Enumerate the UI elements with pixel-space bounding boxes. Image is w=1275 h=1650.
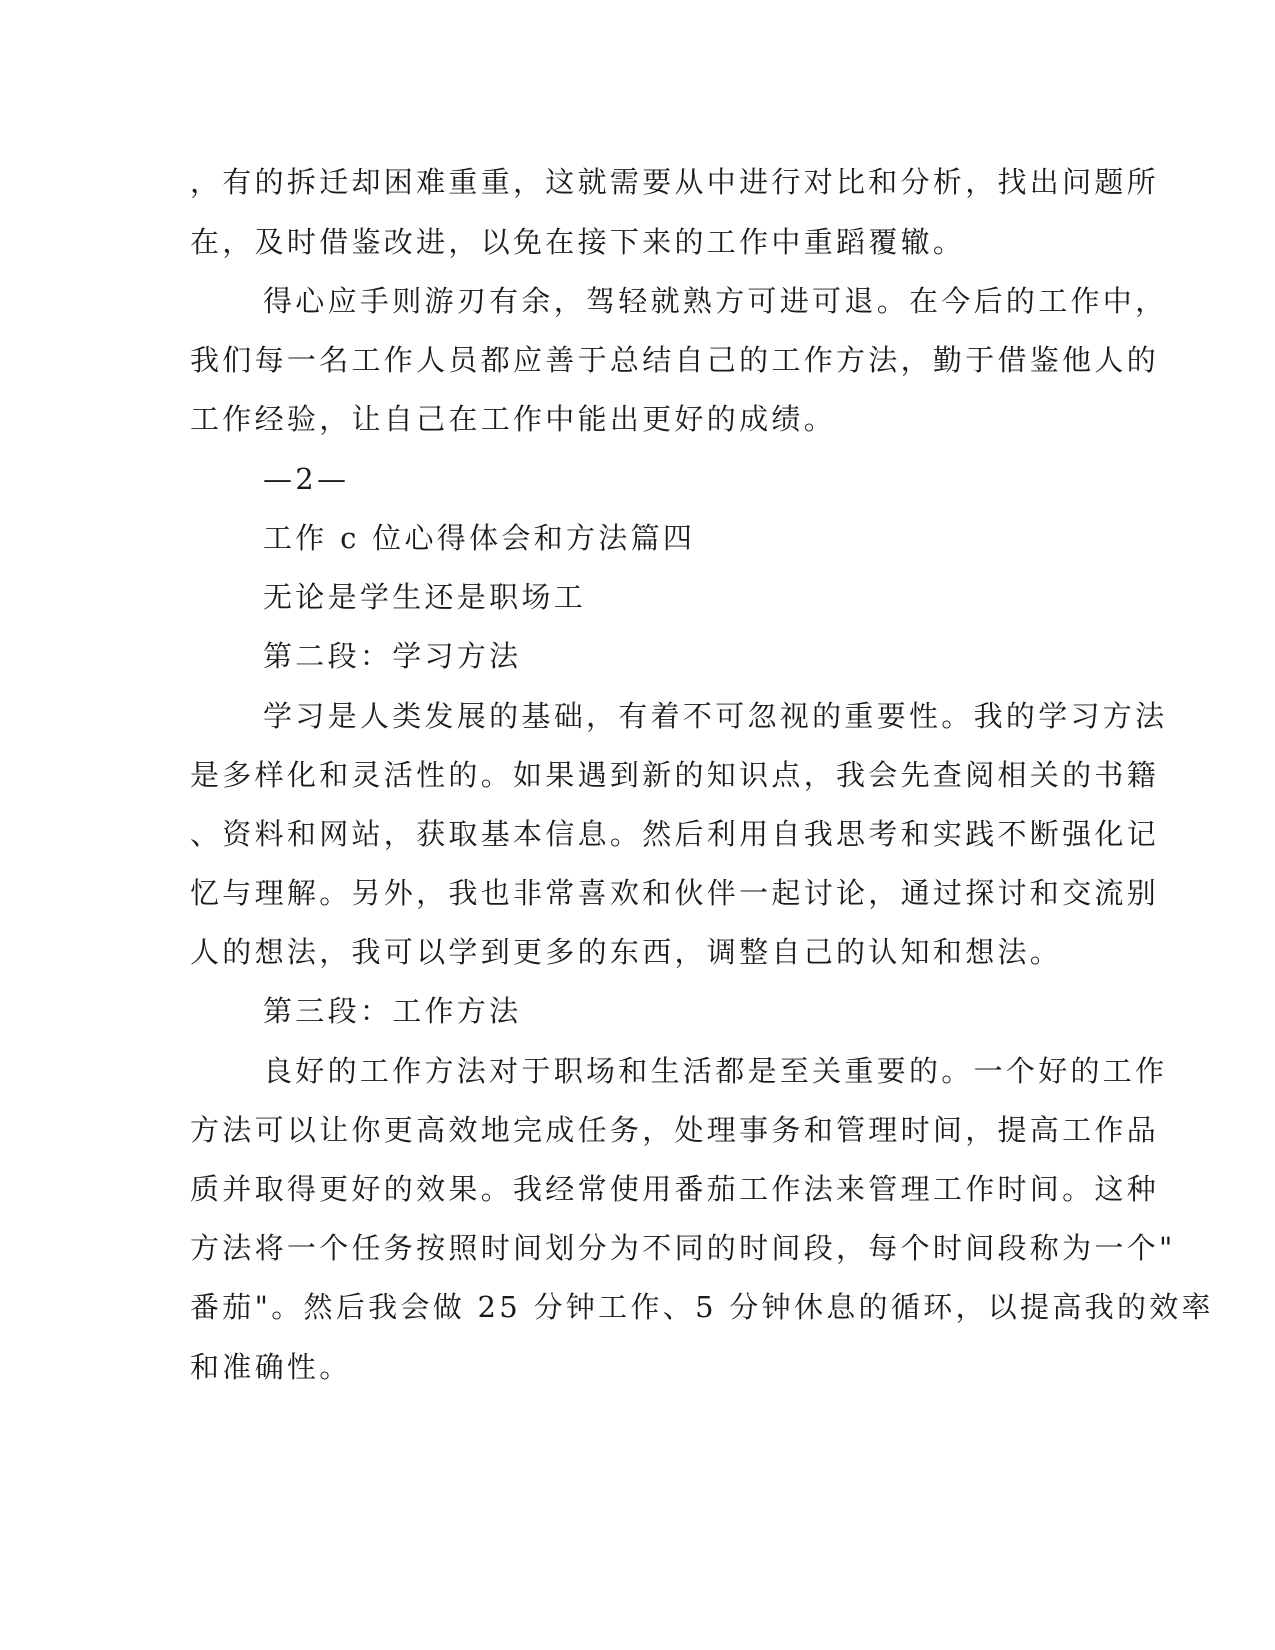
text-line: 在，及时借鉴改进，以免在接下来的工作中重蹈覆辙。 xyxy=(190,225,966,259)
text-line: 我们每一名工作人员都应善于总结自己的工作方法，勤于借鉴他人的 xyxy=(190,343,1160,377)
paragraph-start: 得心应手则游刃有余，驾轻就熟方可进可退。在今后的工作中， xyxy=(263,284,1168,318)
text-line: 和准确性。 xyxy=(190,1350,352,1384)
section-title: 工作 c 位心得体会和方法篇四 xyxy=(263,521,696,555)
text-line: 番茄"。然后我会做 25 分钟工作、5 分钟休息的循环，以提高我的效率 xyxy=(190,1290,1214,1324)
text-line: 忆与理解。另外，我也非常喜欢和伙伴一起讨论，通过探讨和交流别 xyxy=(190,876,1160,910)
text-line: 人的想法，我可以学到更多的东西，调整自己的认知和想法。 xyxy=(190,935,1063,969)
text-line: 工作经验，让自己在工作中能出更好的成绩。 xyxy=(190,402,837,436)
text-line: 无论是学生还是职场工 xyxy=(263,580,587,614)
paragraph-start: 学习是人类发展的基础，有着不可忽视的重要性。我的学习方法 xyxy=(263,699,1168,733)
section-heading: 第三段：工作方法 xyxy=(263,994,522,1028)
text-line: 方法将一个任务按照时间划分为不同的时间段，每个时间段称为一个" xyxy=(190,1231,1176,1265)
text-line: 是多样化和灵活性的。如果遇到新的知识点，我会先查阅相关的书籍 xyxy=(190,758,1160,792)
section-heading: 第二段：学习方法 xyxy=(263,639,522,673)
text-line: 方法可以让你更高效地完成任务，处理事务和管理时间，提高工作品 xyxy=(190,1113,1160,1147)
text-line: ，有的拆迁却困难重重，这就需要从中进行对比和分析，找出问题所 xyxy=(190,165,1160,199)
text-line: 、资料和网站，获取基本信息。然后利用自我思考和实践不断强化记 xyxy=(190,817,1160,851)
text-line: 质并取得更好的效果。我经常使用番茄工作法来管理工作时间。这种 xyxy=(190,1172,1160,1206)
paragraph-start: 良好的工作方法对于职场和生活都是至关重要的。一个好的工作 xyxy=(263,1054,1168,1088)
page-number: —2— xyxy=(263,462,350,496)
